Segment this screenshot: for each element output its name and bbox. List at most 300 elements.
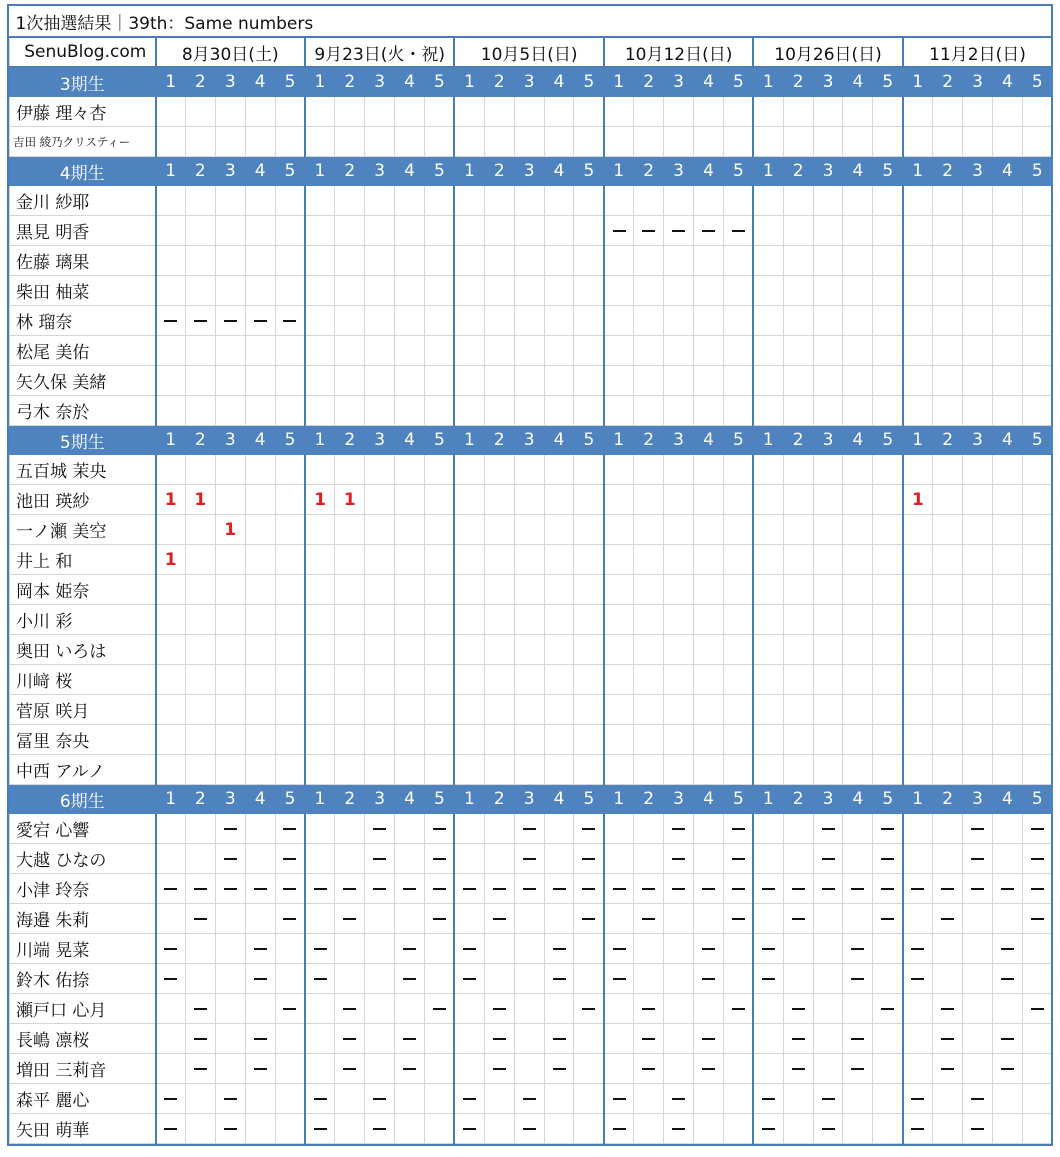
empty-cell xyxy=(783,605,813,635)
empty-cell xyxy=(873,216,903,246)
member-row xyxy=(10,934,1053,964)
dash-icon xyxy=(553,888,566,890)
empty-cell xyxy=(813,127,843,157)
unavailable-mark xyxy=(215,306,245,336)
empty-cell xyxy=(873,396,903,426)
date-header: 10月5日(日) xyxy=(454,37,603,67)
empty-cell xyxy=(395,515,425,545)
empty-cell xyxy=(1022,545,1052,575)
empty-cell xyxy=(275,755,305,785)
empty-cell xyxy=(723,725,753,755)
empty-cell xyxy=(604,545,634,575)
empty-cell xyxy=(335,934,365,964)
empty-cell xyxy=(933,814,963,844)
unavailable-mark xyxy=(185,994,215,1024)
slot-number-header: 2 xyxy=(634,157,664,186)
unavailable-mark xyxy=(1022,874,1052,904)
empty-cell xyxy=(574,635,604,665)
empty-cell xyxy=(1022,366,1052,396)
empty-cell xyxy=(305,904,335,934)
empty-cell xyxy=(454,97,484,127)
dash-icon xyxy=(911,948,924,950)
dash-icon xyxy=(283,1008,296,1010)
empty-cell xyxy=(215,246,245,276)
unavailable-mark xyxy=(813,844,843,874)
empty-cell xyxy=(933,1084,963,1114)
empty-cell xyxy=(365,635,395,665)
empty-cell xyxy=(335,396,365,426)
empty-cell xyxy=(903,665,933,695)
dash-icon xyxy=(343,1068,356,1070)
unavailable-mark xyxy=(634,1024,664,1054)
unavailable-mark xyxy=(843,1024,873,1054)
slot-number-header: 3 xyxy=(963,67,993,97)
empty-cell xyxy=(753,904,783,934)
empty-cell xyxy=(813,306,843,336)
empty-cell xyxy=(395,216,425,246)
unavailable-mark xyxy=(484,904,514,934)
empty-cell xyxy=(723,396,753,426)
member-name: 松尾 美佑 xyxy=(10,336,156,366)
empty-cell xyxy=(903,1054,933,1084)
unavailable-mark xyxy=(156,934,186,964)
empty-cell xyxy=(544,695,574,725)
empty-cell xyxy=(634,366,664,396)
empty-cell xyxy=(514,1024,544,1054)
empty-cell xyxy=(634,485,664,515)
empty-cell xyxy=(484,695,514,725)
empty-cell xyxy=(634,276,664,306)
generation-header-row xyxy=(10,157,1053,186)
unavailable-mark xyxy=(1022,814,1052,844)
empty-cell xyxy=(156,814,186,844)
empty-cell xyxy=(156,216,186,246)
unavailable-mark xyxy=(395,874,425,904)
empty-cell xyxy=(1022,964,1052,994)
slot-number-header: 4 xyxy=(843,785,873,814)
empty-cell xyxy=(604,695,634,725)
empty-cell xyxy=(873,97,903,127)
unavailable-mark xyxy=(604,216,634,246)
member-name: 吉田 綾乃クリスティー xyxy=(10,127,156,157)
empty-cell xyxy=(933,485,963,515)
unavailable-mark xyxy=(425,994,455,1024)
slot-number-header: 5 xyxy=(574,785,604,814)
empty-cell xyxy=(1022,306,1052,336)
dash-icon xyxy=(164,978,177,980)
empty-cell xyxy=(1022,396,1052,426)
slot-number-header: 5 xyxy=(723,67,753,97)
empty-cell xyxy=(843,1114,873,1144)
unavailable-mark xyxy=(335,1024,365,1054)
empty-cell xyxy=(156,665,186,695)
empty-cell xyxy=(783,336,813,366)
empty-cell xyxy=(664,725,694,755)
dash-icon xyxy=(433,828,446,830)
empty-cell xyxy=(664,545,694,575)
empty-cell xyxy=(395,1084,425,1114)
empty-cell xyxy=(903,336,933,366)
unavailable-mark xyxy=(245,874,275,904)
slot-number-header: 4 xyxy=(395,426,425,455)
unavailable-mark xyxy=(694,1024,724,1054)
empty-cell xyxy=(245,515,275,545)
dash-icon xyxy=(911,1098,924,1100)
empty-cell xyxy=(544,1084,574,1114)
empty-cell xyxy=(245,216,275,246)
empty-cell xyxy=(185,1114,215,1144)
empty-cell xyxy=(1022,455,1052,485)
slot-number-header: 2 xyxy=(185,67,215,97)
empty-cell xyxy=(215,127,245,157)
unavailable-mark xyxy=(1022,994,1052,1024)
unavailable-mark xyxy=(933,874,963,904)
empty-cell xyxy=(992,455,1022,485)
unavailable-mark xyxy=(963,1084,993,1114)
empty-cell xyxy=(156,455,186,485)
empty-cell xyxy=(425,1024,455,1054)
unavailable-mark xyxy=(454,1084,484,1114)
empty-cell xyxy=(425,276,455,306)
empty-cell xyxy=(514,665,544,695)
empty-cell xyxy=(963,964,993,994)
empty-cell xyxy=(634,396,664,426)
unavailable-mark xyxy=(156,964,186,994)
empty-cell xyxy=(753,246,783,276)
empty-cell xyxy=(245,1084,275,1114)
empty-cell xyxy=(843,246,873,276)
unavailable-mark xyxy=(335,1054,365,1084)
empty-cell xyxy=(484,276,514,306)
dash-icon xyxy=(433,888,446,890)
empty-cell xyxy=(843,755,873,785)
unavailable-mark xyxy=(903,1114,933,1144)
dash-icon xyxy=(732,1008,745,1010)
unavailable-mark xyxy=(813,1114,843,1144)
unavailable-mark xyxy=(544,934,574,964)
hit-count: 1 xyxy=(215,515,245,545)
member-name: 長嶋 凛桜 xyxy=(10,1024,156,1054)
empty-cell xyxy=(843,635,873,665)
empty-cell xyxy=(544,635,574,665)
slot-number-header: 4 xyxy=(245,157,275,186)
empty-cell xyxy=(454,455,484,485)
unavailable-mark xyxy=(873,814,903,844)
empty-cell xyxy=(783,1114,813,1144)
empty-cell xyxy=(156,635,186,665)
empty-cell xyxy=(843,455,873,485)
empty-cell xyxy=(305,545,335,575)
empty-cell xyxy=(783,545,813,575)
empty-cell xyxy=(185,665,215,695)
empty-cell xyxy=(694,635,724,665)
empty-cell xyxy=(574,186,604,216)
slot-number-header: 2 xyxy=(783,157,813,186)
empty-cell xyxy=(634,814,664,844)
slot-number-header: 2 xyxy=(933,426,963,455)
empty-cell xyxy=(514,306,544,336)
dash-icon xyxy=(762,888,775,890)
member-name: 増田 三莉音 xyxy=(10,1054,156,1084)
empty-cell xyxy=(514,934,544,964)
empty-cell xyxy=(365,575,395,605)
unavailable-mark xyxy=(992,1024,1022,1054)
dash-icon xyxy=(702,888,715,890)
dash-icon xyxy=(254,888,267,890)
empty-cell xyxy=(604,665,634,695)
unavailable-mark xyxy=(753,964,783,994)
unavailable-mark xyxy=(275,874,305,904)
member-name: 岡本 姫奈 xyxy=(10,575,156,605)
dash-icon xyxy=(343,888,356,890)
empty-cell xyxy=(1022,1024,1052,1054)
unavailable-mark xyxy=(723,994,753,1024)
empty-cell xyxy=(963,695,993,725)
empty-cell xyxy=(305,844,335,874)
empty-cell xyxy=(1022,127,1052,157)
empty-cell xyxy=(634,695,664,725)
empty-cell xyxy=(873,336,903,366)
empty-cell xyxy=(694,186,724,216)
slot-number-header: 5 xyxy=(873,67,903,97)
empty-cell xyxy=(933,575,963,605)
empty-cell xyxy=(395,366,425,396)
empty-cell xyxy=(813,396,843,426)
empty-cell xyxy=(843,994,873,1024)
slot-number-header: 4 xyxy=(992,426,1022,455)
dash-icon xyxy=(283,918,296,920)
empty-cell xyxy=(723,1024,753,1054)
empty-cell xyxy=(574,545,604,575)
empty-cell xyxy=(305,366,335,396)
empty-cell xyxy=(933,1114,963,1144)
empty-cell xyxy=(664,246,694,276)
empty-cell xyxy=(185,366,215,396)
empty-cell xyxy=(933,336,963,366)
empty-cell xyxy=(843,306,873,336)
empty-cell xyxy=(335,545,365,575)
empty-cell xyxy=(992,306,1022,336)
dash-icon xyxy=(672,858,685,860)
unavailable-mark xyxy=(395,964,425,994)
empty-cell xyxy=(245,814,275,844)
empty-cell xyxy=(664,575,694,605)
empty-cell xyxy=(484,635,514,665)
unavailable-mark xyxy=(395,1024,425,1054)
unavailable-mark xyxy=(245,964,275,994)
empty-cell xyxy=(395,994,425,1024)
empty-cell xyxy=(544,665,574,695)
member-row xyxy=(10,455,1053,485)
empty-cell xyxy=(723,485,753,515)
dash-icon xyxy=(762,1128,775,1130)
empty-cell xyxy=(544,755,574,785)
empty-cell xyxy=(664,366,694,396)
dash-icon xyxy=(971,858,984,860)
unavailable-mark xyxy=(723,904,753,934)
empty-cell xyxy=(903,844,933,874)
unavailable-mark xyxy=(723,814,753,844)
unavailable-mark xyxy=(335,994,365,1024)
unavailable-mark xyxy=(753,1114,783,1144)
dash-icon xyxy=(881,1008,894,1010)
empty-cell xyxy=(843,545,873,575)
empty-cell xyxy=(245,97,275,127)
unavailable-mark xyxy=(305,1114,335,1144)
slot-number-header: 4 xyxy=(694,157,724,186)
empty-cell xyxy=(185,575,215,605)
empty-cell xyxy=(634,665,664,695)
dash-icon xyxy=(941,918,954,920)
slot-number-header: 3 xyxy=(365,426,395,455)
empty-cell xyxy=(604,814,634,844)
slot-number-header: 5 xyxy=(275,157,305,186)
empty-cell xyxy=(664,755,694,785)
empty-cell xyxy=(574,1084,604,1114)
empty-cell xyxy=(1022,485,1052,515)
dash-icon xyxy=(553,1068,566,1070)
slot-number-header: 2 xyxy=(335,426,365,455)
empty-cell xyxy=(963,336,993,366)
empty-cell xyxy=(514,515,544,545)
empty-cell xyxy=(723,1114,753,1144)
dash-icon xyxy=(911,978,924,980)
empty-cell xyxy=(305,755,335,785)
empty-cell xyxy=(156,336,186,366)
unavailable-mark xyxy=(963,844,993,874)
empty-cell xyxy=(634,306,664,336)
unavailable-mark xyxy=(425,904,455,934)
dash-icon xyxy=(164,888,177,890)
empty-cell xyxy=(544,396,574,426)
empty-cell xyxy=(694,276,724,306)
unavailable-mark xyxy=(1022,844,1052,874)
empty-cell xyxy=(275,605,305,635)
empty-cell xyxy=(753,127,783,157)
dash-icon xyxy=(822,858,835,860)
empty-cell xyxy=(425,127,455,157)
member-row xyxy=(10,575,1053,605)
dash-icon xyxy=(523,828,536,830)
dash-icon xyxy=(224,1128,237,1130)
empty-cell xyxy=(873,1114,903,1144)
unavailable-mark xyxy=(873,874,903,904)
empty-cell xyxy=(245,396,275,426)
generation-label: 3期生 xyxy=(10,67,156,97)
empty-cell xyxy=(305,455,335,485)
unavailable-mark xyxy=(604,1114,634,1144)
empty-cell xyxy=(574,964,604,994)
slot-number-header: 1 xyxy=(903,785,933,814)
dash-icon xyxy=(523,1098,536,1100)
dash-icon xyxy=(553,948,566,950)
empty-cell xyxy=(275,635,305,665)
dash-icon xyxy=(881,858,894,860)
member-name: 矢久保 美緒 xyxy=(10,366,156,396)
dash-icon xyxy=(403,978,416,980)
empty-cell xyxy=(753,366,783,396)
empty-cell xyxy=(933,246,963,276)
empty-cell xyxy=(604,575,634,605)
empty-cell xyxy=(365,1054,395,1084)
empty-cell xyxy=(873,1054,903,1084)
empty-cell xyxy=(753,994,783,1024)
empty-cell xyxy=(873,755,903,785)
slot-number-header: 3 xyxy=(514,785,544,814)
empty-cell xyxy=(903,515,933,545)
empty-cell xyxy=(694,665,724,695)
empty-cell xyxy=(783,276,813,306)
empty-cell xyxy=(843,366,873,396)
slot-number-header: 1 xyxy=(156,157,186,186)
unavailable-mark xyxy=(454,1114,484,1144)
empty-cell xyxy=(544,904,574,934)
unavailable-mark xyxy=(365,1084,395,1114)
empty-cell xyxy=(903,575,933,605)
slot-number-header: 4 xyxy=(694,785,724,814)
empty-cell xyxy=(783,575,813,605)
empty-cell xyxy=(305,635,335,665)
empty-cell xyxy=(694,725,724,755)
unavailable-mark xyxy=(933,904,963,934)
empty-cell xyxy=(873,964,903,994)
empty-cell xyxy=(664,97,694,127)
unavailable-mark xyxy=(783,904,813,934)
unavailable-mark xyxy=(484,994,514,1024)
empty-cell xyxy=(275,97,305,127)
slot-number-header: 3 xyxy=(215,67,245,97)
dash-icon xyxy=(224,888,237,890)
empty-cell xyxy=(275,276,305,306)
unavailable-mark xyxy=(275,904,305,934)
empty-cell xyxy=(275,246,305,276)
empty-cell xyxy=(664,455,694,485)
empty-cell xyxy=(275,366,305,396)
empty-cell xyxy=(395,605,425,635)
empty-cell xyxy=(933,964,963,994)
empty-cell xyxy=(484,455,514,485)
empty-cell xyxy=(634,844,664,874)
slot-number-header: 5 xyxy=(425,157,455,186)
unavailable-mark xyxy=(275,994,305,1024)
generation-label: 6期生 xyxy=(10,785,156,814)
empty-cell xyxy=(873,635,903,665)
slot-number-header: 3 xyxy=(664,157,694,186)
dash-icon xyxy=(672,828,685,830)
empty-cell xyxy=(156,695,186,725)
unavailable-mark xyxy=(634,904,664,934)
empty-cell xyxy=(963,934,993,964)
slot-number-header: 1 xyxy=(156,67,186,97)
unavailable-mark xyxy=(992,874,1022,904)
empty-cell xyxy=(365,605,395,635)
empty-cell xyxy=(425,635,455,665)
empty-cell xyxy=(813,246,843,276)
empty-cell xyxy=(873,695,903,725)
empty-cell xyxy=(963,485,993,515)
empty-cell xyxy=(843,336,873,366)
empty-cell xyxy=(425,97,455,127)
empty-cell xyxy=(514,186,544,216)
member-name: 愛宕 心響 xyxy=(10,814,156,844)
empty-cell xyxy=(484,366,514,396)
empty-cell xyxy=(544,216,574,246)
empty-cell xyxy=(574,575,604,605)
empty-cell xyxy=(156,1054,186,1084)
dash-icon xyxy=(164,948,177,950)
empty-cell xyxy=(215,725,245,755)
empty-cell xyxy=(813,904,843,934)
